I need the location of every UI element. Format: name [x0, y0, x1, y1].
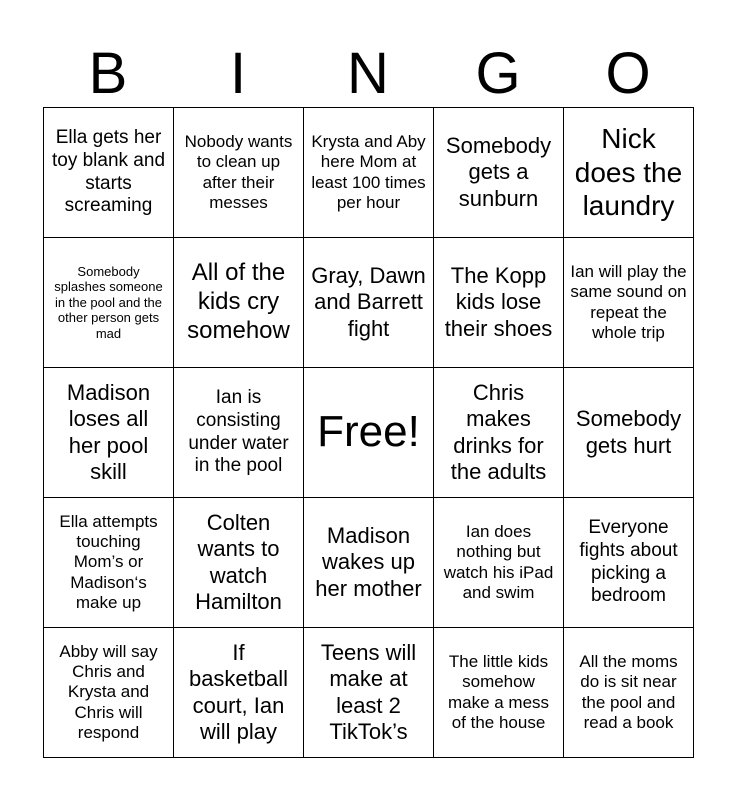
bingo-cell[interactable]: Somebody gets a sunburn — [434, 108, 564, 238]
bingo-cell[interactable]: Colten wants to watch Hamilton — [174, 498, 304, 628]
board-row-2 — [44, 238, 694, 368]
bingo-cell[interactable]: Ian is consisting under water in the pool — [174, 368, 304, 498]
bingo-cell[interactable]: The little kids somehow make a mess of the house — [434, 628, 564, 758]
bingo-cell[interactable]: If basketball court, Ian will play — [174, 628, 304, 758]
header-letter-o: O — [605, 41, 651, 106]
bingo-cell[interactable]: Krysta and Aby here Mom at least 100 times per hour — [304, 108, 434, 238]
bingo-cell[interactable]: Ella attempts touching Mom’s or Madison‘s make up — [44, 498, 174, 628]
header-letter-g: G — [475, 41, 521, 106]
bingo-cell[interactable]: All the moms do is sit near the pool and read a book — [564, 628, 694, 758]
bingo-board — [43, 107, 694, 758]
bingo-cell[interactable]: Ian does nothing but watch his iPad and swim — [434, 498, 564, 628]
bingo-cell[interactable]: Nobody wants to clean up after their messes — [174, 108, 304, 238]
board-row-5 — [44, 628, 694, 758]
board-row-4 — [44, 498, 694, 628]
bingo-cell[interactable]: Teens will make at least 2 TikTok’s — [304, 628, 434, 758]
header-letter-i: I — [229, 41, 247, 106]
header-letter-n: N — [347, 41, 389, 106]
bingo-cell[interactable]: Somebody splashes someone in the pool and the other person gets mad — [44, 238, 174, 368]
bingo-cell[interactable]: The Kopp kids lose their shoes — [434, 238, 564, 368]
board-row-3 — [44, 368, 694, 498]
bingo-cell[interactable]: Ian will play the same sound on repeat the whole trip — [564, 238, 694, 368]
header-letter-b: B — [88, 41, 128, 106]
bingo-cell[interactable]: Somebody gets hurt — [564, 368, 694, 498]
bingo-cell[interactable]: Everyone fights about picking a bedroom — [564, 498, 694, 628]
bingo-cell[interactable]: Madison loses all her pool skill — [44, 368, 174, 498]
bingo-cell[interactable]: All of the kids cry somehow — [174, 238, 304, 368]
free-space-cell[interactable]: Free! — [304, 368, 434, 498]
bingo-cell[interactable]: Abby will say Chris and Krysta and Chris will respond — [44, 628, 174, 758]
board-row-1 — [44, 108, 694, 238]
bingo-header — [43, 40, 693, 108]
bingo-cell[interactable]: Chris makes drinks for the adults — [434, 368, 564, 498]
bingo-cell[interactable]: Madison wakes up her mother — [304, 498, 434, 628]
bingo-cell[interactable]: Nick does the laundry — [564, 108, 694, 238]
bingo-cell[interactable]: Ella gets her toy blank and starts screaming — [44, 108, 174, 238]
bingo-cell[interactable]: Gray, Dawn and Barrett fight — [304, 238, 434, 368]
